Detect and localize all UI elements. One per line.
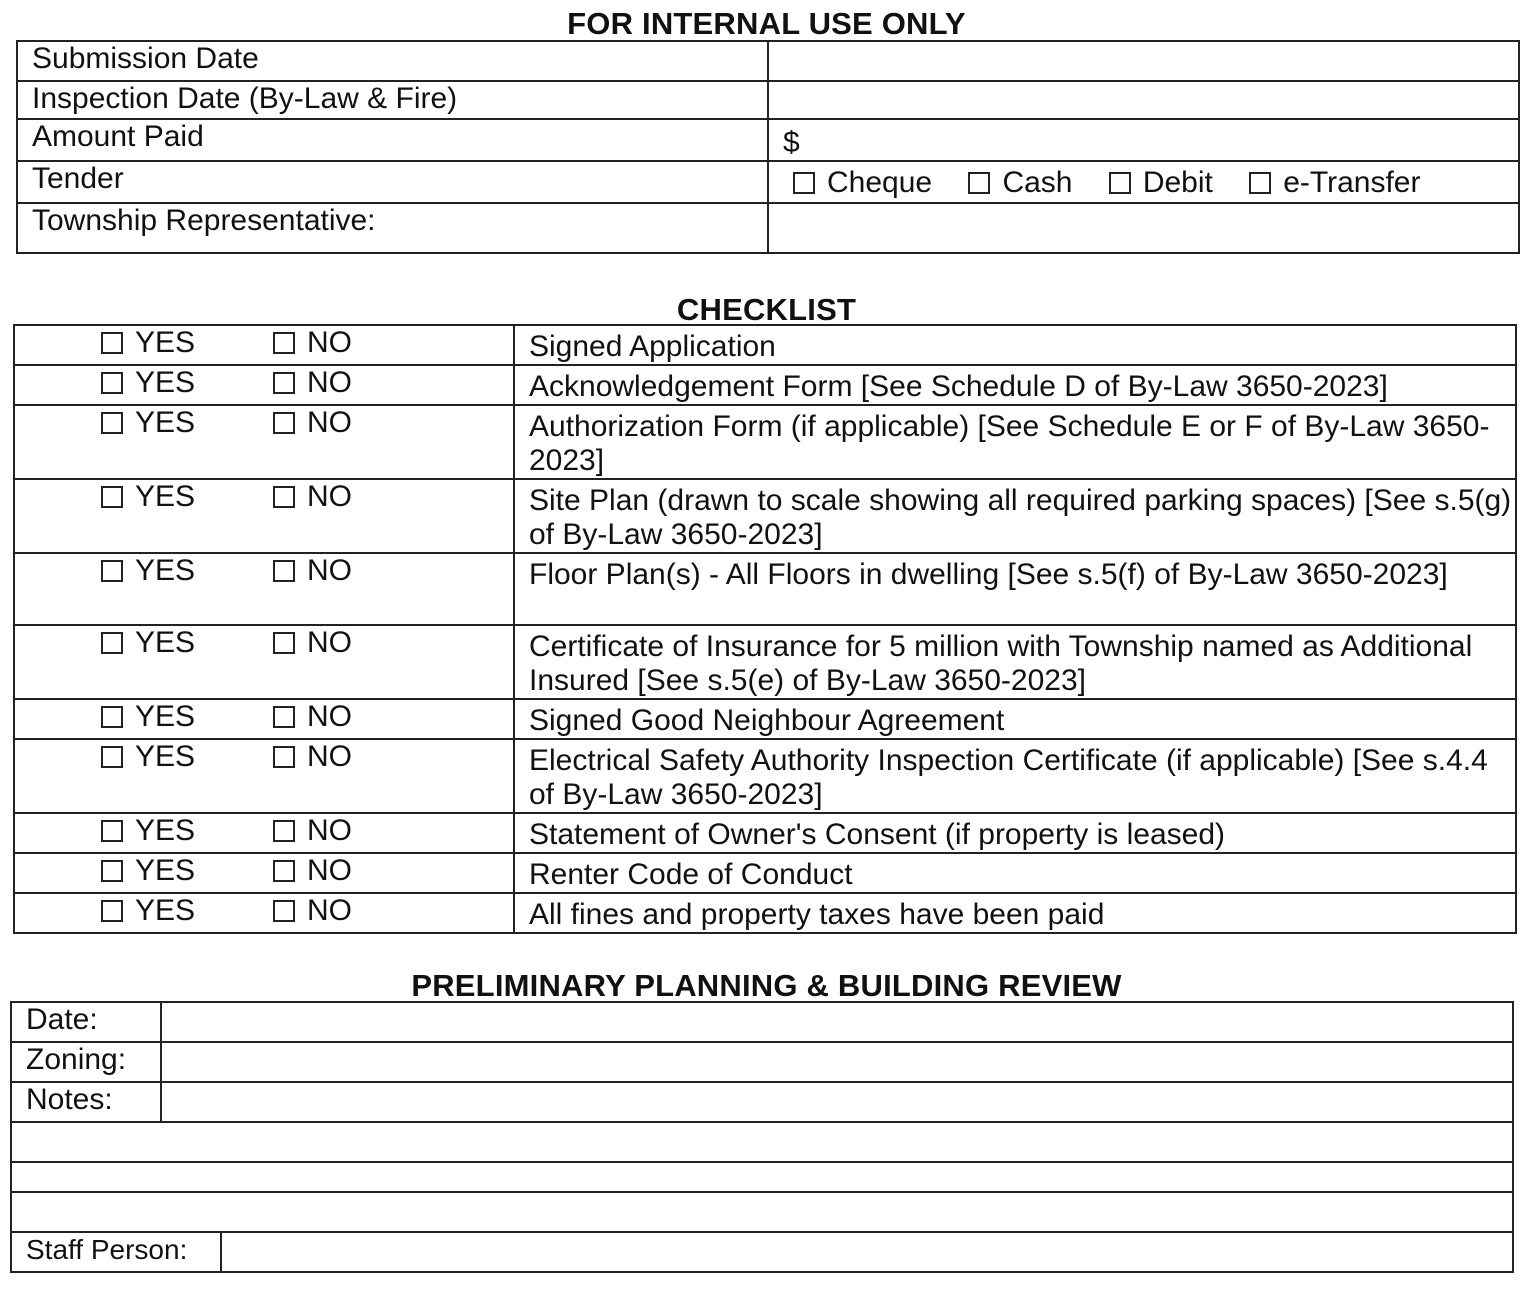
no-option[interactable] [273,814,352,848]
checklist-table [13,324,1517,934]
checklist-item-label: Acknowledgement Form [See Schedule D of By-Law 3650-2023] [514,365,1516,405]
no-label: NO [307,814,352,847]
yes-option[interactable] [101,366,273,400]
notes-line[interactable] [11,1122,1513,1162]
yes-checkbox[interactable] [101,820,123,842]
yes-label: YES [135,406,196,439]
review-title: PRELIMINARY PLANNING & BUILDING REVIEW [411,968,1122,1003]
yes-checkbox[interactable] [101,860,123,882]
yes-label: YES [135,626,196,659]
checklist-row [14,553,1516,625]
no-checkbox[interactable] [273,412,295,434]
yes-option[interactable] [101,700,273,734]
no-option[interactable] [273,326,352,360]
no-checkbox[interactable] [273,820,295,842]
checklist-title: CHECKLIST [676,292,857,327]
yes-checkbox[interactable] [101,632,123,654]
checklist-row [14,699,1516,739]
cash-checkbox[interactable] [968,172,990,194]
amount-paid-field[interactable]: $ [768,119,1519,161]
checklist-item-label: Site Plan (drawn to scale showing all required parking spaces) [See s.5(g) of By-Law 3650-2023] [514,479,1516,553]
tender-options [768,161,1519,203]
yes-no-cell [14,625,514,699]
debit-label: Debit [1142,166,1213,199]
yes-option[interactable] [101,406,273,440]
checklist-row [14,893,1516,933]
zoning-field[interactable] [161,1042,1513,1082]
zoning-label: Zoning: [11,1042,161,1082]
cash-label: Cash [1002,166,1073,199]
internal-use-title: FOR INTERNAL USE ONLY [567,6,966,41]
yes-no-cell [14,893,514,933]
yes-checkbox[interactable] [101,560,123,582]
checklist-row [14,853,1516,893]
no-label: NO [307,326,352,359]
yes-no-cell [14,325,514,365]
yes-label: YES [135,554,196,587]
no-label: NO [307,700,352,733]
no-label: NO [307,554,352,587]
no-option[interactable] [273,740,352,774]
no-option[interactable] [273,366,352,400]
checklist-item-label: Signed Application [514,325,1516,365]
submission-date-label: Submission Date [17,41,768,81]
no-option[interactable] [273,854,352,888]
notes-label: Notes: [11,1082,161,1122]
debit-checkbox[interactable] [1109,172,1131,194]
checklist-item-label: Electrical Safety Authority Inspection Certificate (if applicable) [See s.4.4 of By-Law 3650-2023] [514,739,1516,813]
review-table [10,1001,1514,1273]
yes-label: YES [135,740,196,773]
cheque-checkbox[interactable] [793,172,815,194]
no-option[interactable] [273,894,352,928]
tender-debit[interactable] [1109,166,1213,199]
yes-no-cell [14,813,514,853]
no-option[interactable] [273,480,352,514]
yes-label: YES [135,814,196,847]
no-checkbox[interactable] [273,332,295,354]
checklist-row [14,479,1516,553]
submission-date-field[interactable] [768,41,1519,81]
tender-label: Tender [17,161,768,203]
no-checkbox[interactable] [273,632,295,654]
yes-option[interactable] [101,894,273,928]
yes-no-cell [14,553,514,625]
yes-checkbox[interactable] [101,372,123,394]
yes-no-cell [14,739,514,813]
checklist-item-label: Floor Plan(s) - All Floors in dwelling [See s.5(f) of By-Law 3650-2023] [514,553,1516,625]
checklist-row [14,625,1516,699]
yes-label: YES [135,894,196,927]
checklist-row [14,739,1516,813]
yes-no-cell [14,479,514,553]
yes-no-cell [14,405,514,479]
yes-label: YES [135,366,196,399]
yes-option[interactable] [101,854,273,888]
checklist-item-label: Certificate of Insurance for 5 million with Township named as Additional Insured [See s.5(e) of By-Law 3650-2023] [514,625,1516,699]
no-option[interactable] [273,406,352,440]
yes-label: YES [135,854,196,887]
yes-no-cell [14,365,514,405]
checklist-item-label: Renter Code of Conduct [514,853,1516,893]
yes-option[interactable] [101,814,273,848]
checklist-item-label: Statement of Owner's Consent (if property is leased) [514,813,1516,853]
no-label: NO [307,894,352,927]
checklist-row [14,813,1516,853]
staff-person-label: Staff Person: [11,1232,221,1272]
yes-option[interactable] [101,626,273,660]
inspection-date-label: Inspection Date (By-Law & Fire) [17,81,768,119]
no-label: NO [307,626,352,659]
checklist-item-label: Signed Good Neighbour Agreement [514,699,1516,739]
yes-option[interactable] [101,326,273,360]
date-label: Date: [11,1002,161,1042]
no-label: NO [307,406,352,439]
no-option[interactable] [273,626,352,660]
yes-no-cell [14,699,514,739]
no-label: NO [307,854,352,887]
inspection-date-field[interactable] [768,81,1519,119]
notes-field[interactable] [161,1082,1513,1122]
checklist-row [14,325,1516,365]
yes-option[interactable] [101,740,273,774]
checklist-row [14,405,1516,479]
cheque-label: Cheque [827,166,933,199]
no-checkbox[interactable] [273,706,295,728]
date-field[interactable] [161,1002,1513,1042]
township-rep-label: Township Representative: [17,203,768,253]
yes-checkbox[interactable] [101,706,123,728]
no-label: NO [307,480,352,513]
no-checkbox[interactable] [273,486,295,508]
checklist-item-label: Authorization Form (if applicable) [See Schedule E or F of By-Law 3650-2023] [514,405,1516,479]
checklist-item-label: All fines and property taxes have been paid [514,893,1516,933]
checklist-row [14,365,1516,405]
yes-checkbox[interactable] [101,746,123,768]
tender-cash[interactable] [968,166,1072,199]
yes-checkbox[interactable] [101,900,123,922]
yes-option[interactable] [101,554,273,588]
etransfer-label: e-Transfer [1283,166,1421,199]
township-rep-field[interactable] [768,203,1519,253]
notes-line[interactable] [11,1162,1513,1192]
amount-paid-label: Amount Paid [17,119,768,161]
yes-checkbox[interactable] [101,332,123,354]
no-label: NO [307,366,352,399]
staff-person-field[interactable] [221,1232,1513,1272]
no-checkbox[interactable] [273,900,295,922]
yes-option[interactable] [101,480,273,514]
tender-cheque[interactable] [793,166,932,199]
yes-label: YES [135,480,196,513]
no-checkbox[interactable] [273,372,295,394]
no-checkbox[interactable] [273,860,295,882]
tender-etransfer[interactable] [1249,166,1420,199]
etransfer-checkbox[interactable] [1249,172,1271,194]
no-checkbox[interactable] [273,560,295,582]
yes-no-cell [14,853,514,893]
yes-checkbox[interactable] [101,486,123,508]
yes-label: YES [135,700,196,733]
notes-line[interactable] [11,1192,1513,1232]
no-option[interactable] [273,700,352,734]
yes-label: YES [135,326,196,359]
internal-use-table [16,40,1520,254]
no-option[interactable] [273,554,352,588]
no-checkbox[interactable] [273,746,295,768]
no-label: NO [307,740,352,773]
yes-checkbox[interactable] [101,412,123,434]
